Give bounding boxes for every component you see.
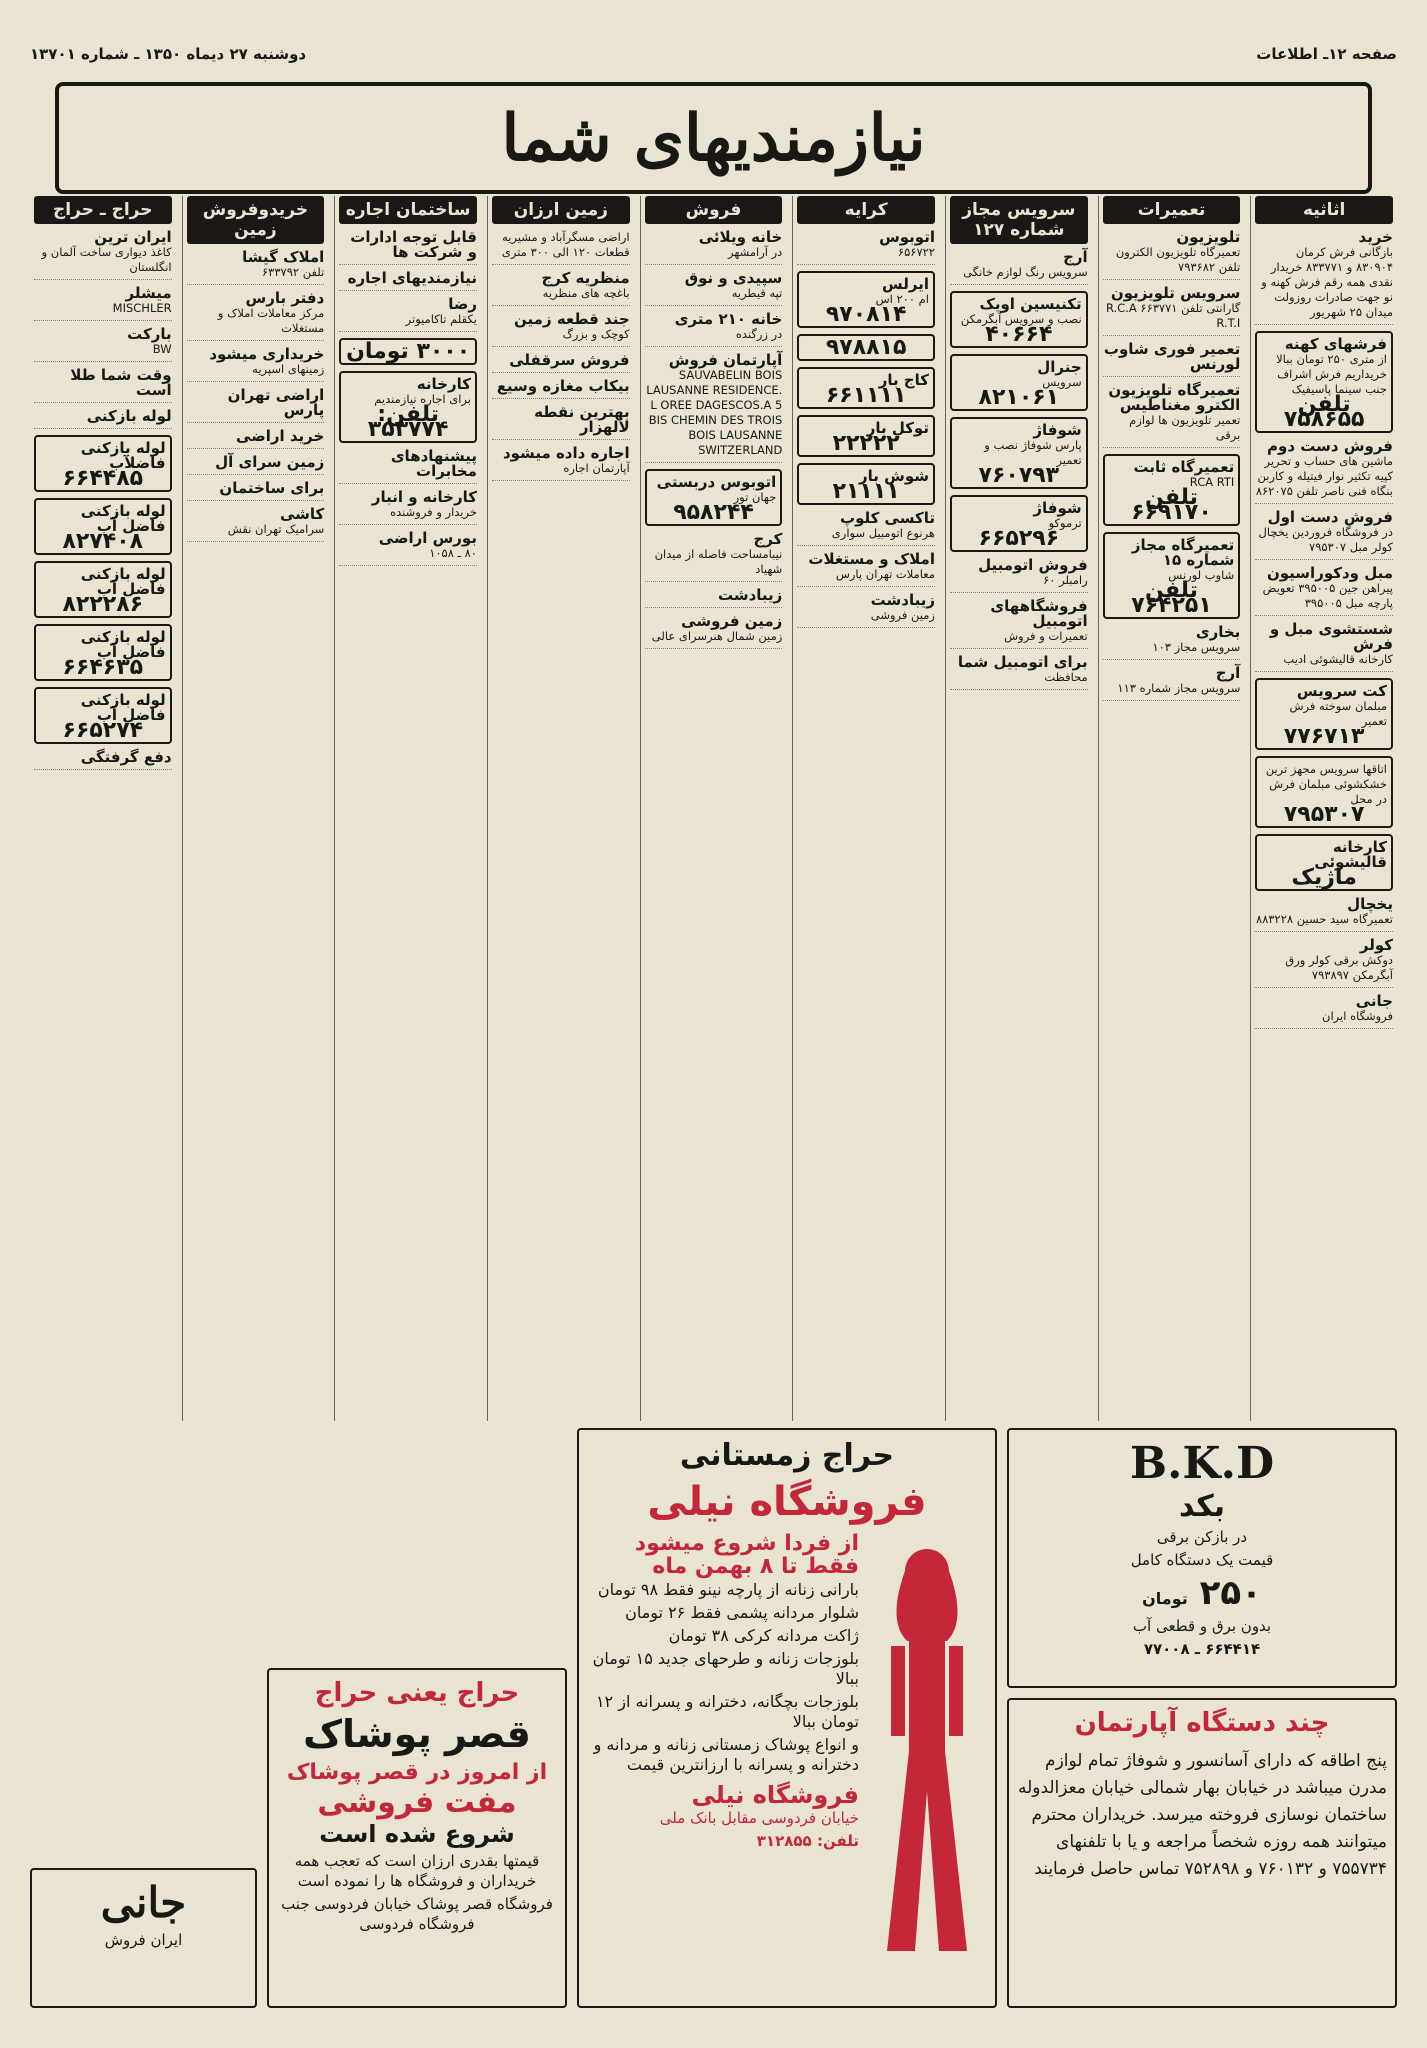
ad-title: زیبادشت	[870, 591, 935, 609]
ad-title: تعمیرگاه مجاز شماره ۱۵	[1131, 536, 1235, 569]
fashion-figure-illustration	[867, 1531, 987, 1971]
ad-text: معاملات تهران پارس	[835, 567, 935, 581]
ad-title: فرشهای کهنه	[1284, 335, 1387, 353]
classified-ad	[34, 409, 172, 429]
ad-title: رضا	[448, 295, 477, 313]
ad-title: آرج	[1215, 664, 1241, 682]
ad-phone: ۳۰۰۰ تومان	[346, 339, 471, 364]
ad-title: جنرال	[1037, 358, 1082, 376]
ad-title: زمین فروشی	[681, 612, 783, 630]
ad-phone: تلفن: ۳۵۳۷۷۴	[367, 402, 449, 442]
banner-title: نیازمندیهای شما	[501, 100, 926, 176]
classified-ad	[492, 379, 630, 399]
ad-column	[640, 196, 787, 1421]
classified-ad	[1103, 342, 1241, 377]
ad-phone: ۶۶۵۲۹۶	[978, 526, 1060, 551]
ad-title: کت سرویس	[1296, 682, 1387, 700]
classified-ad	[1255, 331, 1393, 433]
qasr-title: حراج یعنی حراج	[314, 1678, 520, 1708]
ad-text: خریدار و فروشنده	[390, 505, 477, 519]
classified-ad	[1103, 666, 1241, 701]
nili-store-name: فروشگاه نیلی	[647, 1479, 927, 1525]
classified-ad	[187, 388, 325, 423]
ad-phone: ۲۱۱۱۱	[832, 479, 900, 504]
ad-text: دوکش برقی کولر ورق آبگرمکن ۷۹۳۸۹۷	[1285, 953, 1393, 982]
nili-from: از فردا شروع میشود	[634, 1531, 859, 1556]
classified-ad	[1103, 454, 1241, 526]
ad-title: زمین سرای آل	[215, 453, 325, 471]
ad-text: پارس شوفاژ نصب و تعمیر	[984, 438, 1082, 467]
ad-title: سرویس تلویزیون	[1110, 284, 1241, 302]
ad-title: یخچال	[1347, 895, 1393, 913]
ad-text: تپه قیطریه	[731, 286, 783, 300]
classified-ad	[34, 687, 172, 744]
ad-text: اراضی مسگرآباد و مشیریه قطعات ۱۲۰ الی ۳۰۰ متری	[501, 230, 630, 259]
ad-text: تعمیرگاه سید حسین ۸۸۳۲۲۸	[1256, 912, 1393, 926]
ad-phone: تلفن ۶۶۹۱۷۰	[1131, 485, 1212, 525]
ad-text: تعمیرات و فروش	[1004, 629, 1088, 643]
ad-text: در آرامشهر	[727, 245, 783, 259]
bkd-line1: در بازکن برقی	[1156, 1528, 1248, 1546]
ad-text: زمینهای اسپریه	[252, 362, 325, 376]
ads-grid	[30, 196, 1397, 1421]
ad-column	[792, 196, 939, 1421]
classified-ad	[34, 286, 172, 321]
nili-item: بارانی زنانه از پارچه نینو فقط ۹۸ تومان	[597, 1580, 859, 1599]
ad-title: لوله بازکنی	[86, 407, 172, 425]
classified-ad	[187, 250, 325, 285]
ad-text: ماشین های حساب و تحریر کپیه تکثیر نوار فیتیله و کاربن بنگاه فنی ناصر تلفن ۸۶۲۰۷۵	[1255, 454, 1393, 498]
ad-title: مبل ودکوراسیون	[1266, 564, 1393, 582]
ad-title: آرج	[1063, 248, 1088, 266]
classified-ad	[1255, 897, 1393, 932]
bkd-price: ۲۵۰	[1199, 1573, 1262, 1613]
classified-ad	[339, 271, 477, 291]
ad-title: سپیدی و نوق	[684, 269, 783, 287]
ad-phone: تلفن ۷۵۸۶۵۵	[1283, 392, 1365, 432]
ad-text: SAUVABELIN BOIS LAUSANNE RESIDENCE. L OREE DAGESCOS.A 5 BIS CHEMIN DES TROIS BOIS LAUSANNE SWITZERLAND	[646, 368, 783, 457]
ad-title: بخاری	[1195, 623, 1241, 641]
ad-phone: ۸۲۷۴۰۸	[62, 529, 144, 554]
classified-ad	[645, 353, 783, 463]
ad-title: تعمیرگاه ثابت	[1133, 458, 1235, 476]
classified-ad	[645, 230, 783, 265]
ad-title: فروش دست اول	[1267, 508, 1393, 526]
ad-text: از متری ۲۵۰ تومان ببالا خریداریم فرش اشراف جنب سینما پاسیفیک	[1276, 352, 1387, 396]
classified-ad	[797, 367, 935, 409]
ad-phone: ماژیک	[1291, 865, 1357, 890]
classified-ad	[1255, 756, 1393, 828]
classified-ad	[797, 271, 935, 328]
bkd-phone: ۶۶۴۴۱۴ ـ ۷۷۰۰۸	[1143, 1640, 1261, 1658]
bkd-line3: بدون برق و قطعی آب	[1132, 1617, 1272, 1635]
ad-title: خریداری میشود	[209, 345, 325, 363]
ad-text: فروشگاه ایران	[1322, 1009, 1393, 1023]
ad-title: دفع گرفتگی	[80, 748, 172, 766]
ad-text: RCA RTI	[1189, 475, 1235, 489]
classified-ad	[645, 588, 783, 608]
ad-title: دفتر بارس	[245, 289, 325, 307]
ad-title: توکل بار	[866, 419, 929, 437]
column-heading: حراج ـ حراج	[34, 196, 172, 224]
qasr-body: قیمتها بقدری ارزان است که تعجب همه خریداران و فروشگاه ها را نموده است	[294, 1852, 540, 1890]
classified-ad	[1103, 383, 1241, 448]
ad-column	[945, 196, 1092, 1421]
ad-title: وقت شما طلا است	[70, 366, 172, 399]
classified-ad	[797, 511, 935, 546]
nili-until: فقط تا ۸ بهمن ماه	[652, 1554, 859, 1579]
ad-title: تکنیسین اویک	[979, 295, 1082, 313]
ad-text: زمین فروشی	[870, 608, 935, 622]
ad-text: هرنوع اتومبیل سواری	[831, 526, 935, 540]
ad-phone: ۷۹۵۳۰۷	[1283, 802, 1365, 827]
column-heading: اثاثیه	[1255, 196, 1393, 224]
ad-title: کارخانه	[416, 375, 471, 393]
classified-ad	[1255, 678, 1393, 750]
ad-title: شوش بار	[859, 467, 929, 485]
classified-ad	[492, 271, 630, 306]
ad-phone: ۶۶۴۶۳۵	[62, 655, 144, 680]
nili-items	[587, 1580, 859, 1775]
qasr-store-name: قصر پوشاک	[303, 1712, 531, 1756]
ad-title: املاک و مستغلات	[808, 550, 935, 568]
classified-ad	[797, 415, 935, 457]
classified-ad	[1103, 625, 1241, 660]
bkd-line2: قیمت یک دستگاه کامل	[1130, 1551, 1274, 1569]
classified-ad	[187, 455, 325, 475]
bkd-logo: B.K.D	[1129, 1438, 1275, 1489]
classified-ad	[339, 531, 477, 566]
ad-text: یکقلم تاکامیوتر	[405, 312, 477, 326]
ad-text: گارانتی تلفن ۶۶۳۷۷۱ R.C.A R.T.I	[1105, 301, 1241, 330]
classified-ad	[34, 624, 172, 681]
classified-ad	[797, 334, 935, 361]
classified-ad	[645, 271, 783, 306]
nili-item: شلوار مردانه پشمی فقط ۲۶ تومان	[625, 1603, 859, 1622]
ad-phone: ۹۵۸۲۴۴	[673, 500, 754, 525]
column-heading: کرایه	[797, 196, 935, 224]
ad-title: کارخانه قالیشوئی	[1314, 838, 1387, 871]
ad-title: لوله بازکنی فاضل آب	[80, 628, 166, 661]
ad-title: لوله بازکنی فاضل آب	[80, 565, 166, 598]
ad-title: کاج بار	[878, 371, 929, 389]
qasr-address: فروشگاه قصر پوشاک خیابان فردوسی جنب فروشگاه فردوسی	[281, 1895, 553, 1933]
classified-ad	[1255, 439, 1393, 504]
bkd-ad	[1007, 1428, 1397, 1688]
ad-title: خرید اراضی	[236, 427, 325, 445]
ad-text: ۸۰ ـ ۱۰۵۸	[429, 546, 477, 560]
classified-ad	[339, 371, 477, 443]
ad-text: کارخانه قالیشوئی ادیب	[1283, 652, 1393, 666]
ad-text: بازگانی فرش کرمان ۸۳۰۹۰۴ و ۸۳۳۷۷۱ خریدار نقدی همه رقم فرش کهنه و نو جهت صادرات روزولت میدان ۲۵ شهریور	[1261, 245, 1393, 319]
ad-text: در فروشگاه فروردین یخچال کولر مبل ۷۹۵۳۰۷	[1258, 525, 1393, 554]
classified-ad	[187, 291, 325, 341]
classified-ad	[1255, 622, 1393, 672]
ad-text: زمین شمال هنرسرای عالی	[651, 629, 783, 643]
ad-title: کولر	[1359, 936, 1393, 954]
ad-title: لوله بازکنی فاضل آب	[80, 691, 166, 724]
classified-ad	[187, 481, 325, 501]
ad-title: برای ساختمان	[219, 479, 325, 497]
ad-text: ام ۲۰۰ اس	[875, 292, 929, 306]
ad-phone: ۶۶۱۱۱۱	[825, 383, 907, 408]
ad-phone: ۲۲۲۲۲	[832, 431, 900, 456]
ad-title: شستشوی مبل و فرش	[1269, 620, 1393, 653]
classified-ad	[1255, 510, 1393, 560]
ad-text: نیبامساحت فاصله از میدان شهیاد	[654, 547, 783, 576]
ad-title: بهترین نقطه لالهزار	[534, 403, 630, 436]
ad-text: جهان تور	[733, 490, 777, 504]
classified-ad	[34, 368, 172, 403]
ad-text: محافظت	[1044, 670, 1088, 684]
classified-ad	[950, 495, 1088, 552]
ad-text: آپارتمان اجاره	[563, 461, 630, 475]
ad-title: تعمیر فوری شاوب لورنس	[1103, 340, 1241, 373]
classified-ad	[187, 507, 325, 542]
ad-text: مبلمان سوخته فرش تعمیر	[1289, 699, 1387, 728]
ad-phone: ۶۶۴۴۸۵	[62, 466, 144, 491]
ad-phone: ۴۰۶۶۴	[985, 322, 1053, 347]
classified-ad	[1103, 532, 1241, 619]
ad-title: نیازمندیهای اجاره	[347, 269, 477, 287]
ad-text: رامبلر ۶۰	[1043, 573, 1088, 587]
page-header	[30, 34, 1397, 74]
ad-title: تعمیرگاه تلویزیون الکترو مغناطیس	[1108, 381, 1241, 414]
ad-text: کوچک و بزرگ	[562, 327, 630, 341]
ad-title: اتوبوس دربستی	[656, 473, 777, 491]
ad-phone: ۸۲۱۰۶۱	[978, 385, 1060, 410]
ad-text: BW	[152, 342, 172, 356]
ad-title: تلویزیون	[1176, 228, 1241, 246]
classified-ad	[492, 353, 630, 373]
ad-text: مرکز معاملات املاک و مستغلات	[217, 306, 325, 335]
ad-title: اتوبوس	[879, 228, 935, 246]
classified-ad	[492, 230, 630, 265]
column-heading: خریدوفروش زمین	[187, 196, 325, 244]
ad-title: خانه ۲۱۰ متری	[674, 310, 783, 328]
ad-phone: ۹۷۸۸۱۵	[825, 335, 907, 360]
classified-ad	[492, 312, 630, 347]
jani-logo: جانی	[100, 1878, 187, 1927]
ad-title: کرج	[753, 530, 783, 548]
ad-title: میشلر	[125, 284, 172, 302]
ad-title: اجاره داده میشود	[502, 444, 630, 462]
ad-column	[334, 196, 481, 1421]
ad-title: لوله بازکنی فاضلآب	[80, 439, 166, 472]
ad-title: کاشی	[280, 505, 325, 523]
ad-title: فروش سرقفلی	[509, 351, 630, 369]
ad-text: شاوب لورنس	[1168, 568, 1235, 582]
classified-ad	[645, 312, 783, 347]
ad-text: تعمیرگاه تلویزیون الکترون تلفن ۷۹۳۶۸۲	[1115, 245, 1241, 274]
ad-title: قابل توجه ادارات و شرکت ها	[350, 228, 477, 261]
classified-ad	[492, 446, 630, 481]
bkd-subtitle: بکد	[1178, 1489, 1226, 1524]
classified-ad	[645, 469, 783, 526]
classified-ad	[339, 297, 477, 332]
classified-ad	[1103, 286, 1241, 336]
classified-ad	[339, 338, 477, 365]
classified-ad	[1255, 834, 1393, 891]
classified-ad	[950, 250, 1088, 285]
ad-text: تلفن ۶۳۳۷۹۲	[261, 265, 325, 279]
ad-text: کاغذ دیواری ساخت آلمان و انگلستان	[41, 245, 172, 274]
ad-text: ۶۵۶۷۲۲	[897, 245, 935, 259]
classified-ad	[34, 230, 172, 280]
classified-ad	[34, 561, 172, 618]
ad-title: املاک گیشا	[242, 248, 325, 266]
ad-phone: ۷۷۶۷۱۳	[1283, 724, 1365, 749]
classified-ad	[339, 449, 477, 484]
classified-ad	[1255, 938, 1393, 988]
bottom-ads	[30, 1428, 1397, 2018]
ad-column	[1098, 196, 1245, 1421]
classified-ad	[797, 463, 935, 505]
classified-ad	[797, 593, 935, 628]
ad-text: اتاقها سرویس مجهز ترین خشکشوئی مبلمان فرش در محل	[1265, 762, 1387, 806]
classified-ad	[1255, 566, 1393, 616]
ad-title: جانی	[1355, 992, 1393, 1010]
ad-title: آپارتمان فروش	[668, 351, 783, 369]
ad-phone: تلفن ۷۶۴۲۵۱	[1131, 578, 1212, 618]
nili-phone: تلفن: ۳۱۲۸۵۵	[756, 1832, 859, 1850]
nili-item: بلوزجات زنانه و طرحهای جدید ۱۵ تومان ببالا	[592, 1649, 859, 1688]
ad-text: سرویس	[1042, 375, 1082, 389]
ad-title: شوفاژ	[1033, 421, 1082, 439]
ad-title: فروش اتومبیل	[978, 556, 1088, 574]
ad-title: ایرلس	[882, 275, 929, 293]
classified-ad	[187, 347, 325, 382]
ad-text: ترموکو	[1048, 516, 1082, 530]
classified-ad	[950, 558, 1088, 593]
qasr-line3: شروع شده است	[319, 1820, 515, 1848]
nili-store-ad	[577, 1428, 997, 2008]
classified-ad	[950, 291, 1088, 348]
ad-column	[1250, 196, 1397, 1421]
ad-text: سرویس رنگ لوازم خانگی	[963, 265, 1088, 279]
ad-title: بارکت	[127, 325, 172, 343]
ad-title: پیشنهادهای مخابرات	[390, 447, 477, 480]
nili-title: حراج زمستانی	[679, 1438, 895, 1473]
ad-title: فروش دست دوم	[1267, 437, 1393, 455]
ad-title: برای اتومبیل شما	[957, 653, 1088, 671]
classified-ad	[1255, 230, 1393, 325]
column-heading: ساختمان اجاره	[339, 196, 477, 224]
ad-phone: ۷۶۰۷۹۳	[978, 463, 1060, 488]
ad-title: کارخانه و انبار	[371, 488, 477, 506]
classified-ad	[950, 599, 1088, 649]
ad-title: ایران ترین	[94, 228, 172, 246]
classified-ad	[339, 490, 477, 525]
classified-ad	[1255, 994, 1393, 1029]
ad-title: زیبادشت	[717, 586, 783, 604]
ad-title: خرید	[1358, 228, 1393, 246]
ad-text: سرویس مجاز ۱۰۳	[1152, 640, 1241, 654]
nili-item: ژاکت مردانه کرکی ۳۸ تومان	[668, 1626, 859, 1645]
nili-item: بلوزجات بچگانه، دخترانه و پسرانه از ۱۲ تومان ببالا	[595, 1692, 859, 1731]
ad-column	[182, 196, 329, 1421]
qasr-pooshak-ad	[267, 1668, 567, 2008]
qasr-line2: مفت فروشی	[317, 1785, 517, 1820]
ad-title: بیکاب مغازه وسیع	[496, 377, 630, 395]
ad-title: تاکسی کلوپ	[840, 509, 935, 527]
ad-text: MISCHLER	[112, 301, 172, 315]
classified-ad	[492, 405, 630, 440]
ad-phone: ۶۶۵۲۷۴	[62, 718, 144, 743]
ad-text: تعمیر تلویزیون ها لوازم برقی	[1129, 413, 1241, 442]
classified-ad	[950, 655, 1088, 690]
ad-text: پیراهن جین ۳۹۵۰۰۵ تعویض پارچه مبل ۳۹۵۰۰۵	[1262, 581, 1393, 610]
page-label: صفحه ۱۲ـ اطلاعات	[1256, 45, 1397, 63]
classified-ad	[187, 429, 325, 449]
column-heading: تعمیرات	[1103, 196, 1241, 224]
ad-phone: ۹۷۰۸۱۴	[825, 302, 907, 327]
ad-text: باغچه های منظریه	[542, 286, 630, 300]
classified-ad	[1103, 230, 1241, 280]
classified-ad	[797, 230, 935, 265]
ad-title: منظریه کرج	[541, 269, 630, 287]
ad-text: برای اجاره نیازمندیم	[374, 392, 471, 406]
bkd-unit: تومان	[1142, 1589, 1188, 1608]
classified-ad	[34, 498, 172, 555]
classified-ad	[950, 354, 1088, 411]
ad-title: شوفاژ	[1033, 499, 1082, 517]
classified-ad	[645, 614, 783, 649]
column-heading: سرویس مجاز شماره ۱۲۷	[950, 196, 1088, 244]
classifieds-banner	[55, 82, 1372, 194]
ad-title: فروشگاههای اتومبیل	[990, 597, 1088, 630]
qasr-line1: از امروز در قصر پوشاک	[286, 1760, 548, 1785]
ad-phone: ۸۲۲۲۸۶	[62, 592, 144, 617]
classified-ad	[34, 750, 172, 770]
classified-ad	[339, 230, 477, 265]
apartment-body: پنج اطاقه که دارای آسانسور و شوفاژ تمام لوازم مدرن میباشد در خیابان بهار شمالی خیابان معزالدوله ساختمان نوسازی فروخته میرسد. خریداران محترم میتوانند همه روزه شخصاً مراجعه و یا با تلفنهای ۷۵۵۷۳۴ و ۷۶۰۱۳۲ و ۷۵۲۸۹۸ تماس حاصل فرمایند	[1017, 1751, 1387, 1879]
ad-title: اراضی تهران پارس	[227, 386, 325, 419]
ad-text: سرامیک تهران نقش	[227, 522, 325, 536]
ad-title: خانه ویلائی	[698, 228, 783, 246]
jani-text: ایران فروش	[104, 1931, 183, 1949]
apartment-ad	[1007, 1698, 1397, 2008]
classified-ad	[34, 327, 172, 362]
classified-ad	[34, 435, 172, 492]
ad-title: جند قطعه زمین	[514, 310, 630, 328]
ad-text: نصب و سرویس آبگرمکن	[960, 312, 1082, 326]
classified-ad	[797, 552, 935, 587]
nili-item: و انواع پوشاک زمستانی زنانه و مردانه و دخترانه و پسرانه با ارزانترین قیمت	[593, 1735, 859, 1774]
column-heading: زمین ارزان	[492, 196, 630, 224]
jani-ad	[30, 1868, 257, 2008]
apartment-title: چند دستگاه آپارتمان	[1074, 1708, 1330, 1738]
nili-address: خیابان فردوسی مقابل بانک ملی	[659, 1809, 859, 1827]
classified-ad	[950, 417, 1088, 489]
classified-ad	[645, 532, 783, 582]
ad-column	[487, 196, 634, 1421]
ad-text: سرویس مجاز شماره ۱۱۳	[1117, 681, 1241, 695]
ad-title: لوله بازکنی فاضل آب	[80, 502, 166, 535]
ad-column	[30, 196, 176, 1421]
ad-text: در زرگنده	[735, 327, 783, 341]
column-heading: فروش	[645, 196, 783, 224]
ad-title: بورس اراضی	[378, 529, 477, 547]
nili-store-name-2: فروشگاه نیلی	[691, 1781, 859, 1809]
date-issue: دوشنبه ۲۷ دیماه ۱۳۵۰ ـ شماره ۱۳۷۰۱	[30, 45, 307, 63]
